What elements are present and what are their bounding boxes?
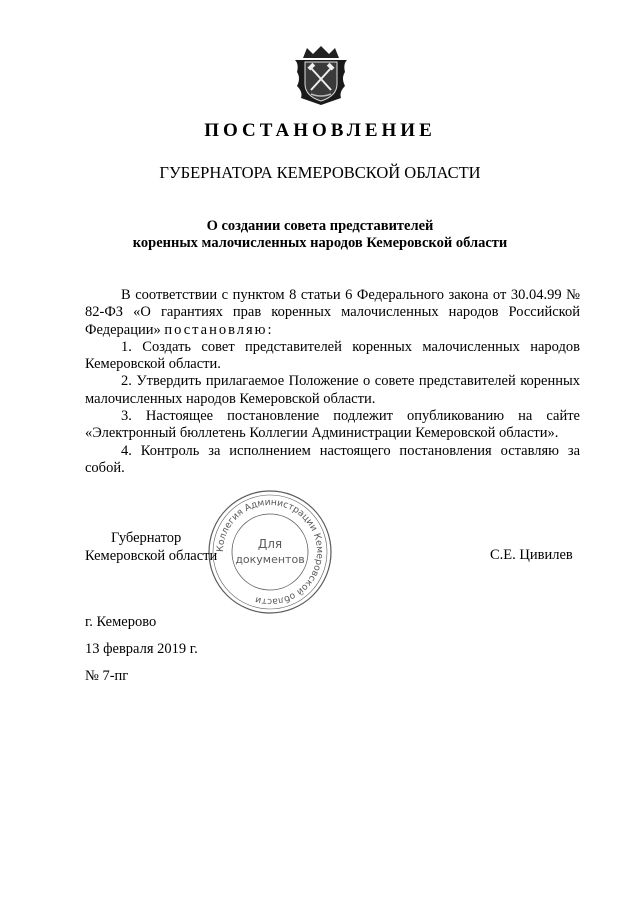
decree-item-2: 2. Утвердить прилагаемое Положение о совете представителей коренных малочисленных народов Кемеровской области. (85, 373, 580, 407)
subject-line-2: коренных малочисленных народов Кемеровской области (132, 235, 508, 251)
signatory-name: С.Е. Цивилев (490, 547, 573, 563)
document-body (85, 287, 580, 477)
intro-paragraph (85, 287, 580, 339)
signatory-title-line-1: Губернатор (111, 530, 182, 546)
document-date: 13 февраля 2019 г. (85, 641, 198, 657)
issuer-heading: ГУБЕРНАТОРА КЕМЕРОВСКОЙ ОБЛАСТИ (159, 163, 481, 182)
stamp-ring-text: Коллегия Администрации Кемеровской области (214, 496, 326, 608)
signatory-title-line-2: Кемеровской области (85, 547, 218, 564)
signatory-title (85, 530, 217, 565)
document-subject (0, 218, 640, 252)
decree-item-4: 4. Контроль за исполнением настоящего постановления оставляю за собой. (85, 442, 580, 476)
document-type-heading: ПОСТАНОВЛЕНИЕ (204, 120, 436, 141)
stamp-center-line-2: документов (235, 553, 305, 566)
decree-item-1: 1. Создать совет представителей коренных малочисленных народов Кемеровской области. (85, 338, 580, 373)
document-place: г. Кемерово (85, 614, 157, 630)
coat-of-arms-icon (293, 44, 349, 106)
decree-item-3: 3. Настоящее постановление подлежит опубликованию на сайте «Электронный бюллетень Коллегии Администрации Кемеровской области». (85, 408, 580, 442)
intro-text: В соответствии с пунктом 8 статьи 6 Федерального закона от 30.04.99 № 82-ФЗ «О гарантиях прав коренных малочисленных народов Российской Федерации» (85, 287, 580, 338)
official-stamp (206, 488, 334, 616)
document-number: № 7-пг (85, 668, 129, 684)
decree-word: постановляю: (164, 321, 274, 338)
subject-line-1: О создании совета представителей (206, 218, 434, 234)
stamp-center-line-1: Для (257, 537, 283, 551)
